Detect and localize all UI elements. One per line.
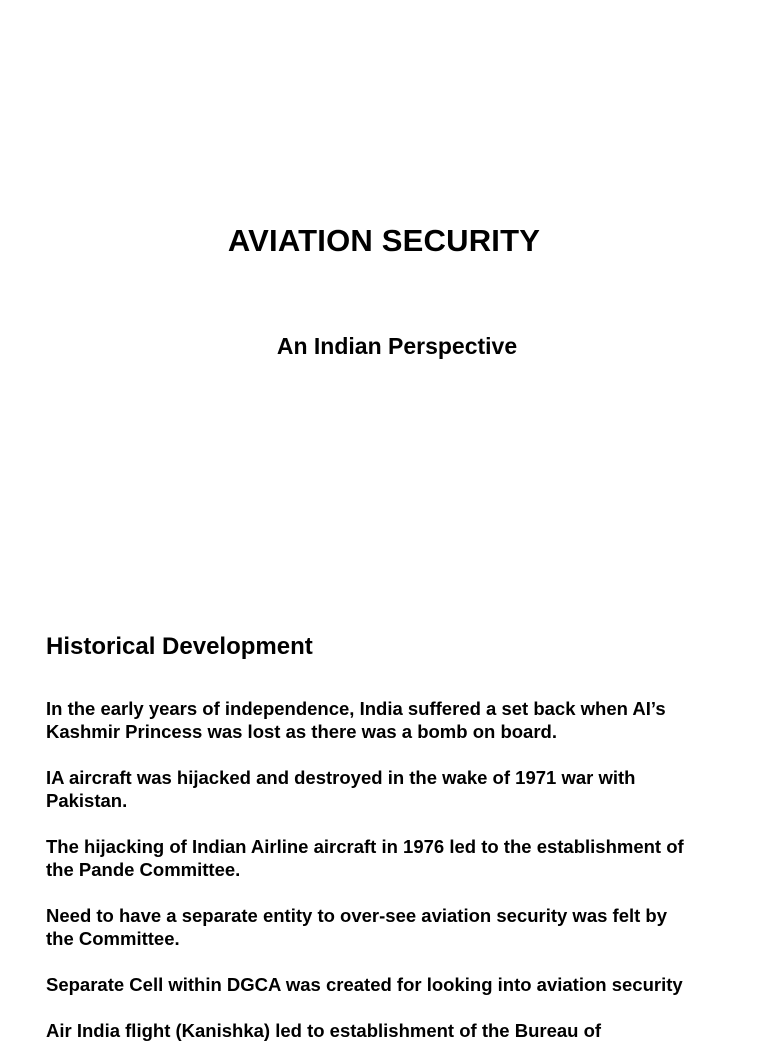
history-paragraph-5: Separate Cell within DGCA was created for looking into aviation security	[46, 974, 683, 995]
section-heading: Historical Development	[46, 633, 313, 660]
page-title: AVIATION SECURITY	[227, 223, 541, 258]
history-paragraph-3: The hijacking of Indian Airline aircraft in 1976 led to the establishment of the Pande Committee.	[46, 836, 684, 880]
history-paragraph-4: Need to have a separate entity to over-see aviation security was felt by the Committee.	[46, 905, 668, 949]
page-subtitle: An Indian Perspective	[276, 333, 518, 359]
history-paragraph-2: IA aircraft was hijacked and destroyed in the wake of 1971 war with Pakistan.	[46, 767, 636, 811]
history-paragraph-6-cutoff: Air India flight (Kanishka) led to establishment of the Bureau of	[46, 1020, 602, 1041]
history-paragraph-1: In the early years of independence, India suffered a set back when AI’s Kashmir Princess was lost as there was a bomb on board.	[46, 698, 666, 742]
